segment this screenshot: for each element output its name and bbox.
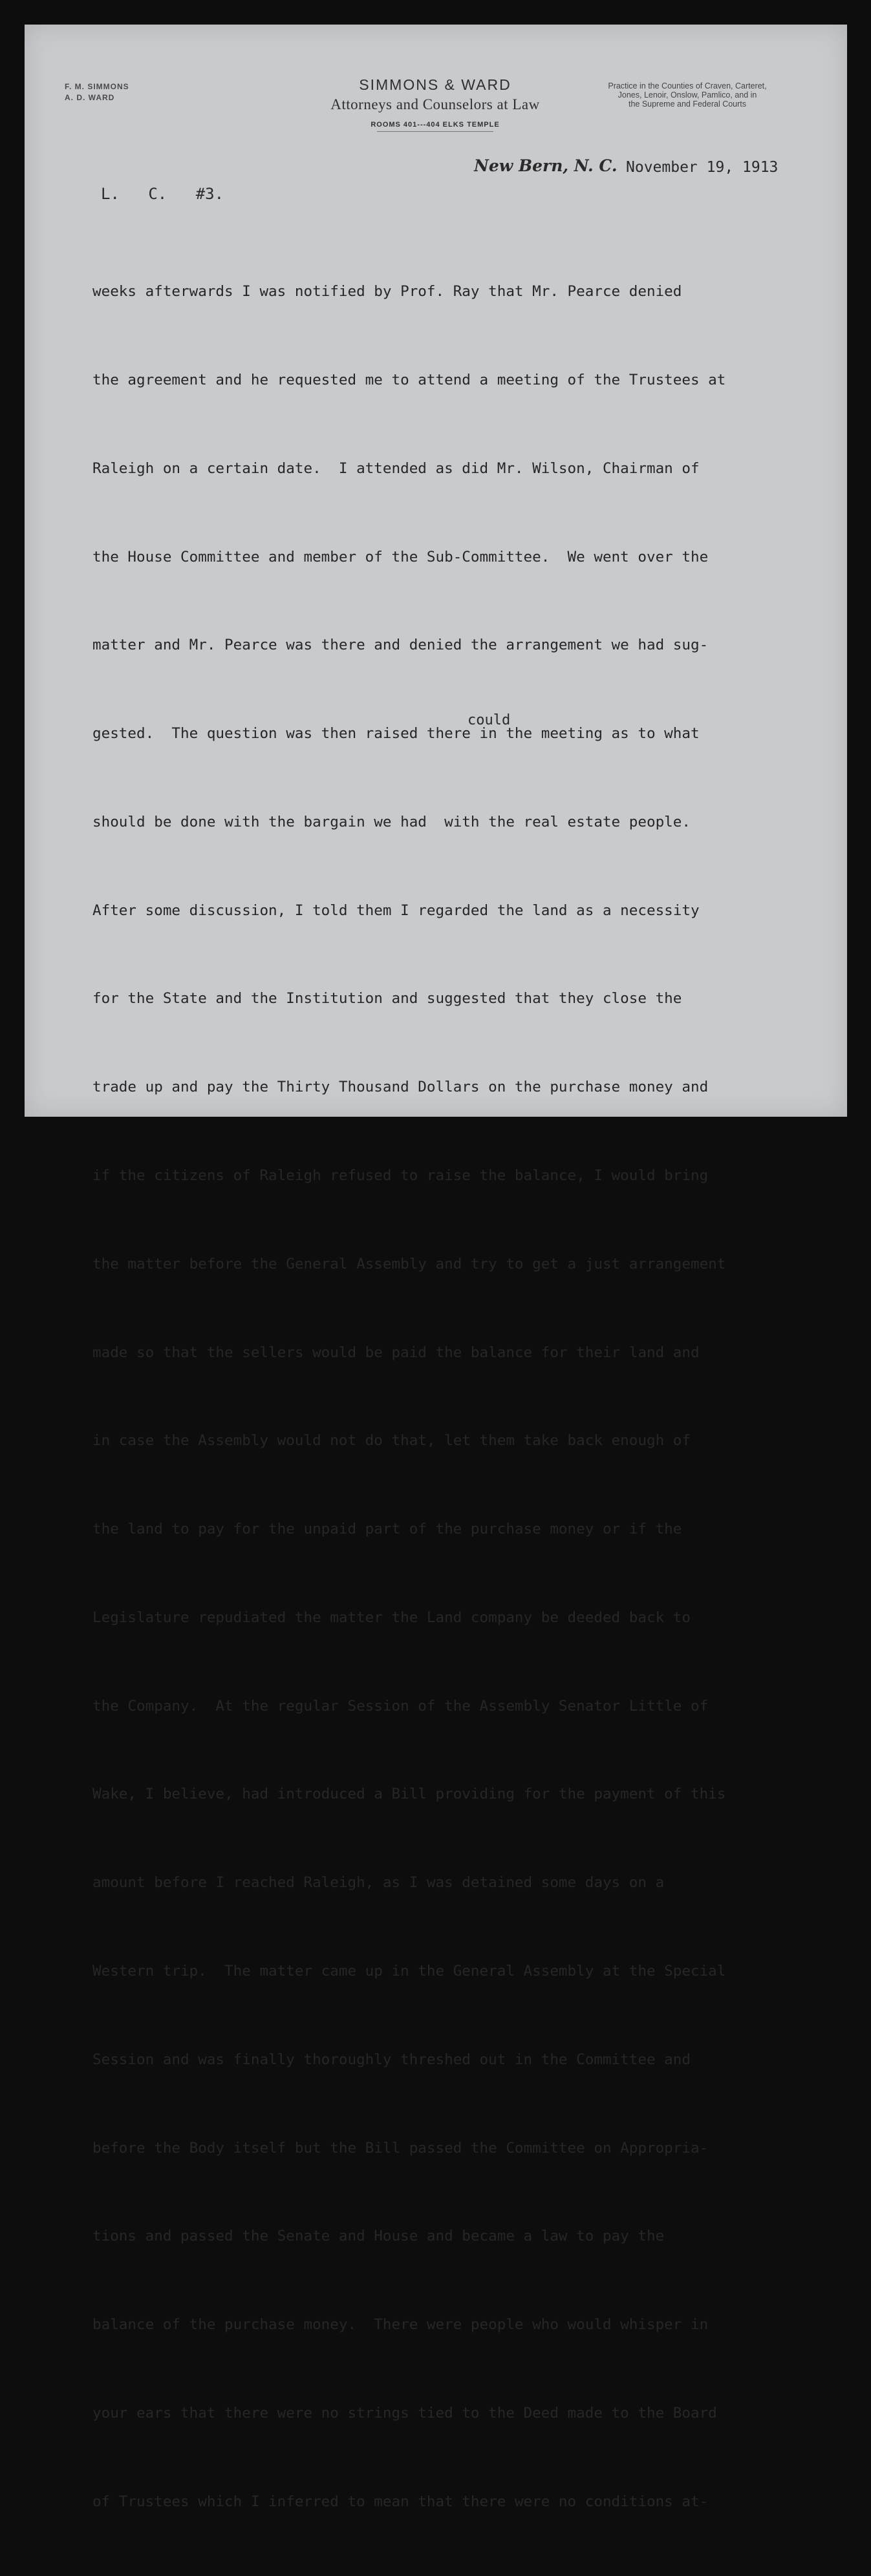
firm-rooms: ROOMS 401---404 ELKS TEMPLE [371, 121, 500, 129]
body-line: before the Body itself but the Bill passed the Committee on Appropria- [92, 2139, 709, 2157]
body-line: in case the Assembly would not do that, let them take back enough of [92, 1432, 691, 1450]
body-line: the matter before the General Assembly and try to get a just arrangement [92, 1255, 726, 1272]
body-line: Western trip. The matter came up in the General Assembly at the Special [92, 1963, 726, 1980]
practice-line-3: the Supreme and Federal Courts [628, 100, 747, 109]
body-line: if the citizens of Raleigh refused to raise the balance, I would bring [92, 1167, 709, 1184]
body-line: gested. The question was then raised there in the meeting as to what [92, 725, 700, 743]
body-line: the land to pay for the unpaid part of the purchase money or if the [92, 1521, 682, 1538]
page-reference: L. C. #3. [101, 185, 224, 203]
letter-page [25, 25, 847, 2510]
body-line: weeks afterwards I was notified by Prof. Ray that Mr. Pearce denied [92, 283, 682, 301]
body-line: Raleigh on a certain date. I attended as did Mr. Wilson, Chairman of [92, 459, 700, 477]
partner-2: A. D. WARD [65, 93, 115, 102]
partner-names [65, 81, 129, 103]
body-line: amount before I reached Raleigh, as I was detained some days on a [92, 1874, 665, 1892]
practice-note [581, 81, 794, 109]
body-line: made so that the sellers would be paid the balance for their land and [92, 1344, 700, 1361]
place-line: New Bern, N. C. [474, 156, 618, 175]
letter-body [92, 218, 726, 2576]
body-line: Session and was finally thoroughly threshed out in the Committee and [92, 2051, 691, 2068]
body-line: the House Committee and member of the Sub-Committee. We went over the [92, 548, 709, 565]
body-line: tions and passed the Senate and House and became a law to pay the [92, 2228, 665, 2245]
header-rule [377, 131, 493, 132]
body-line: Legislature repudiated the matter the Land company be deeded back to [92, 1609, 691, 1626]
firm-subtitle: Attorneys and Counselors at Law [330, 96, 540, 112]
firm-name: SIMMONS & WARD [359, 76, 511, 93]
body-line: matter and Mr. Pearce was there and denied the arrangement we had sug- [92, 637, 709, 654]
body-line: Wake, I believe, had introduced a Bill providing for the payment of this [92, 1786, 726, 1803]
interlinear-insert: could [468, 712, 511, 728]
body-line: After some discussion, I told them I regarded the land as a necessity [92, 902, 700, 919]
firm-header [290, 76, 581, 132]
letter-date: November 19, 1913 [626, 159, 779, 176]
body-line: your ears that there were no strings tied to the Deed made to the Board [92, 2404, 717, 2422]
body-line: for the State and the Institution and suggested that they close the [92, 990, 682, 1008]
body-line: the agreement and he requested me to attend a meeting of the Trustees at [92, 371, 726, 388]
partner-1: F. M. SIMMONS [65, 82, 129, 91]
body-line: balance of the purchase money. There were people who would whisper in [92, 2316, 709, 2334]
body-line: of Trustees which I inferred to mean that there were no conditions at- [92, 2493, 709, 2510]
body-line: trade up and pay the Thirty Thousand Dollars on the purchase money and [92, 1079, 709, 1096]
practice-line-2: Jones, Lenoir, Onslow, Pamlico, and in [618, 90, 757, 100]
practice-line-1: Practice in the Counties of Craven, Carteret, [608, 81, 767, 90]
body-line: the Company. At the regular Session of the Assembly Senator Little of [92, 1697, 709, 1715]
body-line: should be done with the bargain we had with the real estate people. [92, 813, 691, 830]
